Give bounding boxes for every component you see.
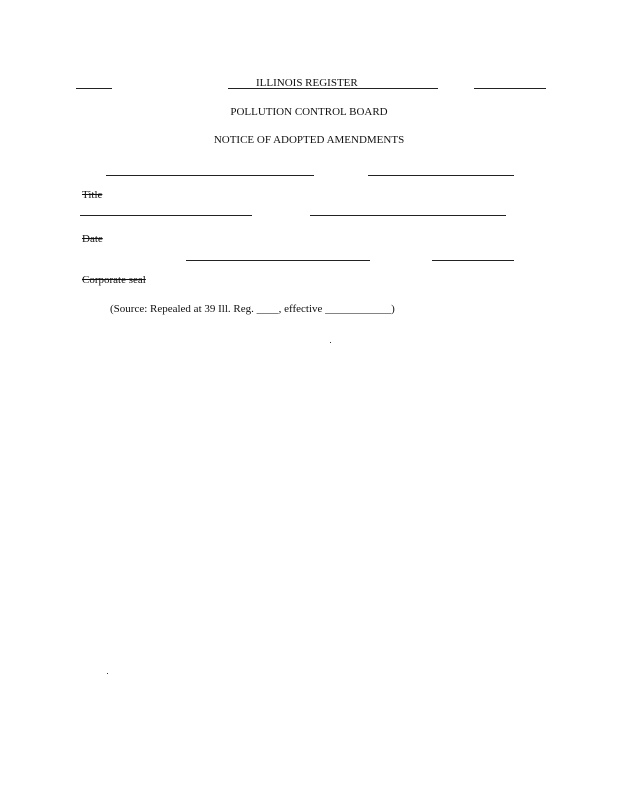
date-label: Date — [82, 233, 103, 245]
stray-mark-2 — [107, 673, 108, 674]
signature-rule-right-1 — [368, 175, 514, 176]
signature-rule-right-2 — [310, 215, 506, 216]
signature-rule-left-3 — [186, 260, 370, 261]
header-left-rule — [76, 88, 112, 89]
agency-name: POLLUTION CONTROL BOARD — [230, 106, 388, 118]
signature-rule-right-3 — [432, 260, 514, 261]
title-label: Title — [82, 189, 103, 201]
stray-mark-1 — [330, 342, 331, 343]
header-right-rule — [474, 88, 546, 89]
signature-rule-left-1 — [106, 175, 314, 176]
corporate-seal-label: Corporate seal — [82, 274, 146, 286]
register-title: ILLINOIS REGISTER — [256, 77, 358, 89]
source-note: (Source: Repealed at 39 Ill. Reg. ____, effective ____________) — [110, 303, 395, 315]
signature-rule-left-2 — [80, 215, 252, 216]
header-center-rule — [228, 88, 438, 89]
notice-title: NOTICE OF ADOPTED AMENDMENTS — [213, 134, 405, 146]
